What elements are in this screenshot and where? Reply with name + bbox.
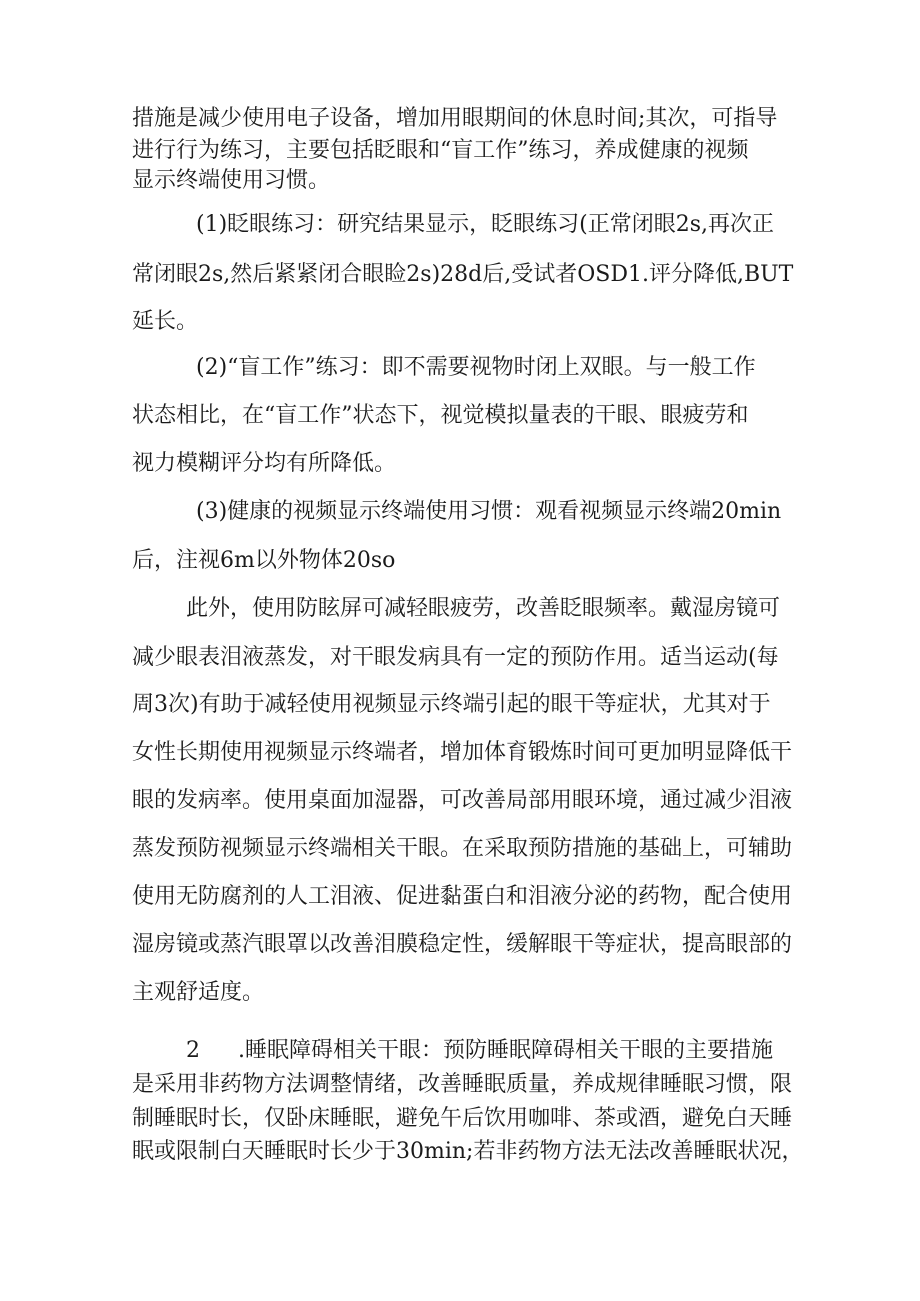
para-additional-line-1: 此外，使用防眩屏可减轻眼疲劳，改善眨眼频率。戴湿房镜可	[186, 596, 781, 621]
section2-line-4: 眠或限制白天睡眠时长少于30min;若非药物方法无法改善睡眠状况，	[132, 1139, 804, 1164]
para-additional-line-5: 眼的发病率。使用桌面加湿器，可改善局部用眼环境，通过减少泪液	[132, 788, 793, 813]
section2-first-line: .睡眠障碍相关干眼：预防睡眠障碍相关干眼的主要措施	[238, 1038, 773, 1063]
para-additional-line-2: 减少眼表泪液蒸发，对干眼发病具有一定的预防作用。适当运动(每	[132, 645, 779, 670]
item3-line-1: (3)健康的视频显示终端使用习惯：观看视频显示终端20min	[196, 499, 782, 524]
section2-line-2: 是采用非药物方法调整情绪，改善睡眠质量，养成规律睡眠习惯，限	[132, 1072, 793, 1097]
item2-line-3: 视力模糊评分均有所降低。	[132, 451, 397, 476]
item2-line-1: (2)“盲工作”练习：即不需要视物时闭上双眼。与一般工作	[196, 355, 756, 380]
para-additional-line-7: 使用无防腐剂的人工泪液、促进黏蛋白和泪液分泌的药物，配合使用	[132, 884, 793, 909]
section2-line-3: 制睡眠时长，仅卧床睡眠，避免午后饮用咖啡、茶或酒，避免白天睡	[132, 1106, 793, 1131]
item3-line-2: 后，注视6m以外物体20so	[132, 548, 396, 573]
para-additional-line-3: 周3次)有助于减轻使用视频显示终端引起的眼干等症状，尤其对于	[132, 692, 771, 717]
para-additional-line-6: 蒸发预防视频显示终端相关干眼。在采取预防措施的基础上，可辅助	[132, 836, 793, 861]
intro-line-1: 措施是减少使用电子设备，增加用眼期间的休息时间;其次，可指导	[132, 106, 778, 131]
para-additional-line-9: 主观舒适度。	[132, 980, 265, 1005]
intro-line-3: 显示终端使用习惯。	[132, 168, 331, 193]
intro-line-2: 进行行为练习，主要包括眨眼和“盲工作”练习，养成健康的视频	[132, 138, 749, 163]
section2-number: 2	[186, 1038, 200, 1063]
para-additional-line-4: 女性长期使用视频显示终端者，增加体育锻炼时间可更加明显降低干	[132, 740, 793, 765]
para-additional-line-8: 湿房镜或蒸汽眼罩以改善泪膜稳定性，缓解眼干等症状，提高眼部的	[132, 932, 793, 957]
item2-line-2: 状态相比，在“盲工作”状态下，视觉模拟量表的干眼、眼疲劳和	[132, 403, 749, 428]
item1-line-3: 延长。	[132, 309, 199, 334]
item1-line-2: 常闭眼2s,然后紧紧闭合眼睑2s)28d后,受试者OSD1.评分降低,BUT	[132, 262, 794, 287]
section2-heading-line	[186, 1036, 822, 1066]
item1-line-1: (1)眨眼练习：研究结果显示，眨眼练习(正常闭眼2s,再次正	[196, 212, 775, 237]
